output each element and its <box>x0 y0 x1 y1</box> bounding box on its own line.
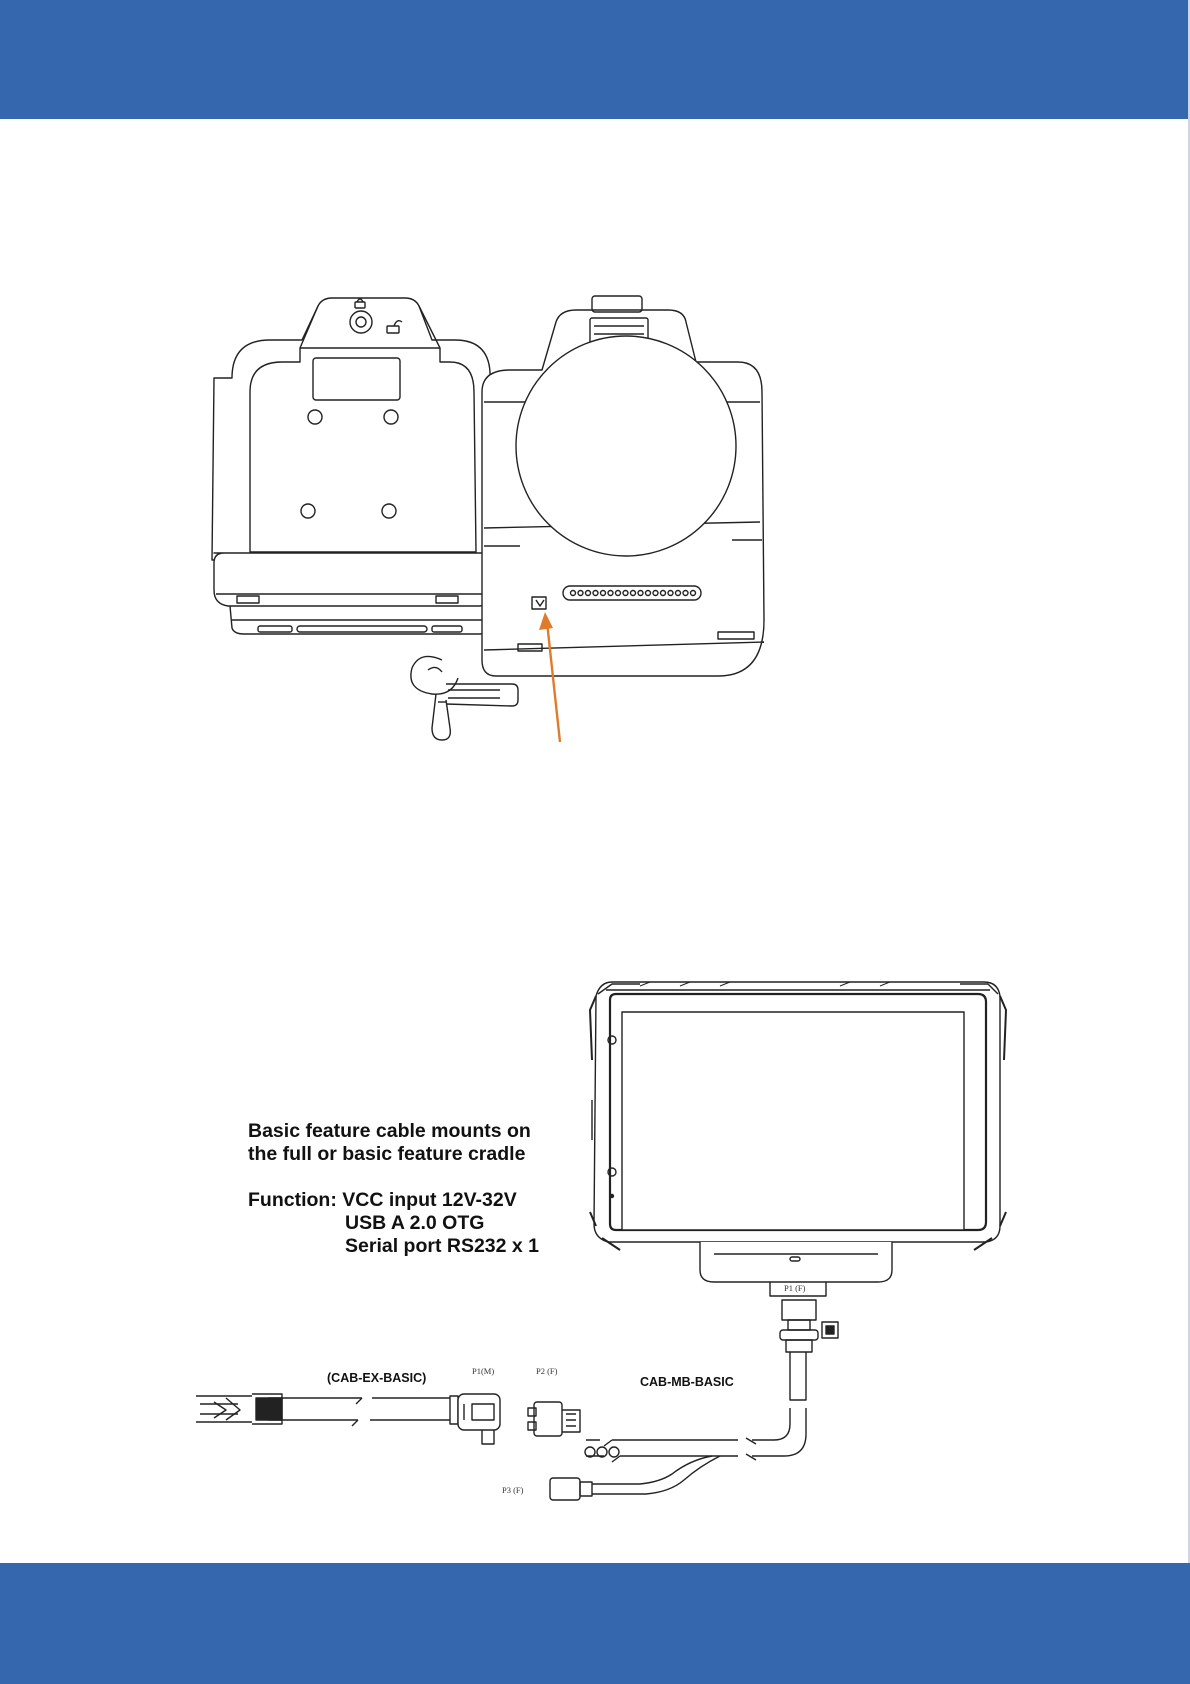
p1-male-label: P1(M) <box>472 1366 495 1376</box>
tablet-device <box>590 982 1006 1250</box>
p2-connector <box>528 1402 619 1457</box>
function-item-vcc: VCC input 12V-32V <box>342 1189 517 1211</box>
p3-usb-connector <box>550 1478 592 1500</box>
function-line <box>248 1189 578 1212</box>
p1-female-label: P1 (F) <box>784 1283 806 1293</box>
description-line-2: the full or basic feature cradle <box>248 1143 526 1165</box>
description-line-1: Basic feature cable mounts on <box>248 1120 531 1142</box>
extension-cable <box>196 1394 450 1426</box>
main-cable-label: CAB-MB-BASIC <box>640 1375 734 1389</box>
p1-male-connector <box>450 1394 500 1444</box>
function-label: Function: <box>248 1189 337 1211</box>
footer-band <box>0 1563 1190 1684</box>
cable-description <box>248 1120 578 1258</box>
function-item-serial: Serial port RS232 x 1 <box>345 1235 540 1257</box>
function-item-usb: USB A 2.0 OTG <box>345 1212 485 1234</box>
main-cable <box>586 1352 806 1494</box>
p2-female-label: P2 (F) <box>536 1366 558 1376</box>
p3-female-label: P3 (F) <box>502 1485 524 1495</box>
ext-cable-label: (CAB-EX-BASIC) <box>327 1371 427 1385</box>
tablet-dock-base <box>700 1242 892 1352</box>
tablet-screen <box>622 1012 964 1230</box>
